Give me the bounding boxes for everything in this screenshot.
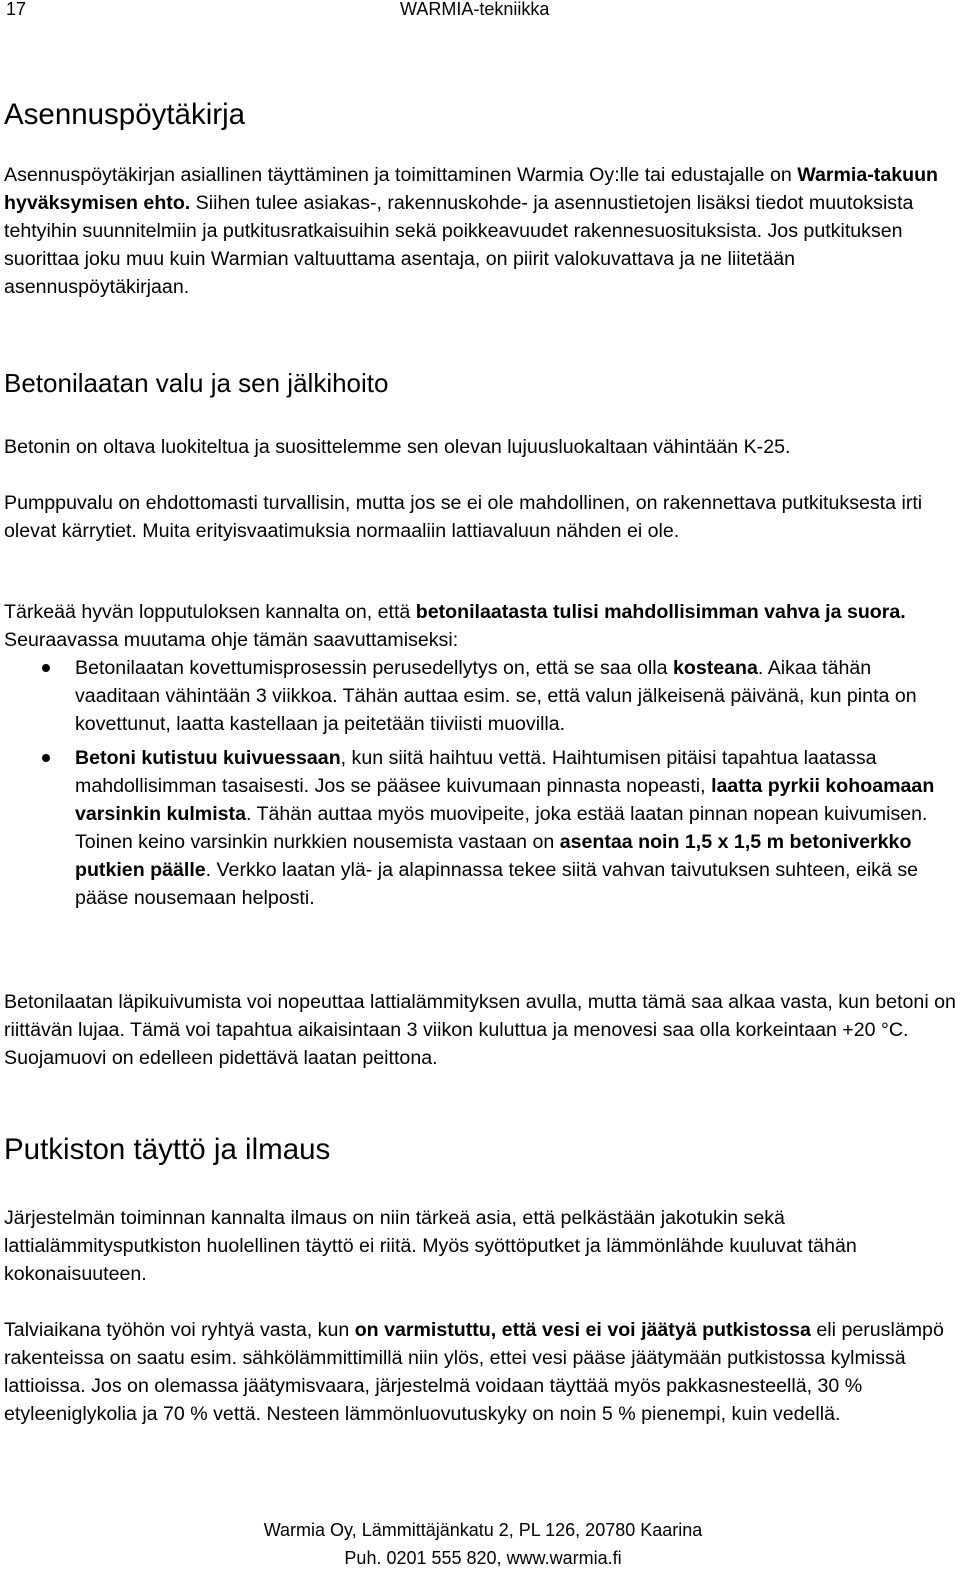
running-title: WARMIA-tekniikka [400, 0, 550, 19]
paragraph-strong-slab: Tärkeää hyvän lopputuloksen kannalta on, että betonilaatasta tulisi mahdollisimman vahva ja suora. Seuraavassa muutama ohje tämän saavuttamiseksi: [4, 601, 906, 651]
bold-phrase: Betoni kutistuu kuivuessaan [75, 747, 341, 769]
bold-phrase: Warmia-takuun hyväksymisen ehto. [4, 164, 939, 214]
paragraph-pump-casting: Pumppuvalu on ehdottomasti turvallisin, mutta jos se ei ole mahdollinen, on rakennettava putkituksesta irti olevat kärrytiet. Muita erityisvaatimuksia normaaliin lattiavaluun nähden ei ole. [4, 492, 923, 542]
bullet-icon [40, 654, 52, 682]
bullet-icon [40, 744, 52, 772]
section-title-concrete-slab: Betonilaatan valu ja sen jälkihoito [4, 368, 389, 398]
paragraph-drying: Betonilaatan läpikuivumista voi nopeuttaa lattialämmityksen avulla, mutta tämä saa alkaa vasta, kun betoni on riittävän lujaa. Tämä voi tapahtua aikaisintaan 3 viikon kuluttua ja menovesi saa olla korkeintaan +20 °C. Suojamuovi on edelleen pidettävä laatan peittona. [4, 991, 956, 1069]
paragraph-concrete-class: Betonin on oltava luokiteltua ja suosittelemme sen olevan lujuusluokaltaan vähintään K-25. [4, 436, 791, 458]
list-item-curing: Betonilaatan kovettumisprosessin perusedellytys on, että se saa olla kosteana. Aikaa tähän vaaditaan vähintään 3 viikkoa. Tähän auttaa esim. se, että valun jälkeisenä päivänä, kun pinta on kovettunut, laatta kastellaan ja peitetään tiiviisti muovilla. [4, 654, 954, 738]
paragraph-venting: Järjestelmän toiminnan kannalta ilmaus on niin tärkeä asia, että pelkästään jakotukin sekä lattialämmitysputkiston huolellinen täyttö ei riitä. Myös syöttöputket ja lämmönlähde kuuluvat tähän kokonaisuuteen. [4, 1207, 857, 1285]
page-number: 17 [6, 0, 27, 19]
bold-phrase: betonilaatasta tulisi mahdollisimman vahva ja suora. [415, 601, 906, 623]
bold-phrase: kosteana [672, 657, 758, 679]
page-header [0, 0, 960, 22]
list-item-shrinkage: Betoni kutistuu kuivuessaan, kun siitä haihtuu vettä. Haihtumisen pitäisi tapahtua laatassa mahdollisimman tasaisesti. Jos se pääsee kuivumaan pinnasta nopeasti, laatta pyrkii kohoamaan varsinkin kulmista. Tähän auttaa myös muovipeite, joka estää laatan pinnan nopean kuivumisen. Toinen keino varsinkin nurkkien nousemista vastaan on asentaa noin 1,5 x 1,5 m betoniverkko putkien päälle. Verkko laatan ylä- ja alapinnassa tekee siitä vahvan taivutuksen suhteen, eikä se pääse nousemaan helposti. [4, 744, 954, 912]
footer-contact: Puh. 0201 555 820, www.warmia.fi [344, 1548, 622, 1568]
paragraph-installation-record: Asennuspöytäkirjan asiallinen täyttäminen ja toimittaminen Warmia Oy:lle tai edustajalle on Warmia-takuun hyväksymisen ehto. Siihen tulee asiakas-, rakennuskohde- ja asennustietojen lisäksi tiedot muutoksista tehtyihin suunnitelmiin ja putkitusratkaisuihin sekä poikkeavuudet rakennesuosituksista. Jos putkituksen suorittaa joku muu kuin Warmian valtuuttama asentaja, on piirit valokuvattava ja ne liitetään asennuspöytäkirjaan. [4, 164, 939, 298]
bold-phrase: on varmistuttu, että vesi ei voi jäätyä putkistossa [354, 1319, 811, 1341]
instruction-list [4, 654, 954, 912]
footer-address: Warmia Oy, Lämmittäjänkatu 2, PL 126, 20780 Kaarina [263, 1520, 703, 1540]
bold-phrase: asentaa noin 1,5 x 1,5 m betoniverkko putkien päälle [75, 831, 912, 881]
bold-phrase: laatta pyrkii kohoamaan varsinkin kulmista [75, 775, 935, 825]
section-title-asennuspoytakirja: Asennuspöytäkirja [4, 98, 246, 131]
section-title-filling-venting: Putkiston täyttö ja ilmaus [4, 1133, 331, 1166]
paragraph-winter-filling: Talviaikana työhön voi ryhtyä vasta, kun on varmistuttu, että vesi ei voi jäätyä putkistossa eli peruslämpö rakenteissa on saatu esim. sähkölämmittimillä niin ylös, ettei vesi pääse jäätymään putkistossa kylmissä lattioissa. Jos on olemassa jäätymisvaara, järjestelmä voidaan täyttää myös pakkasnesteellä, 30 % etyleeniglykolia ja 70 % vettä. Nesteen lämmönluovutuskyky on noin 5 % pienempi, kuin vedellä. [4, 1319, 944, 1425]
